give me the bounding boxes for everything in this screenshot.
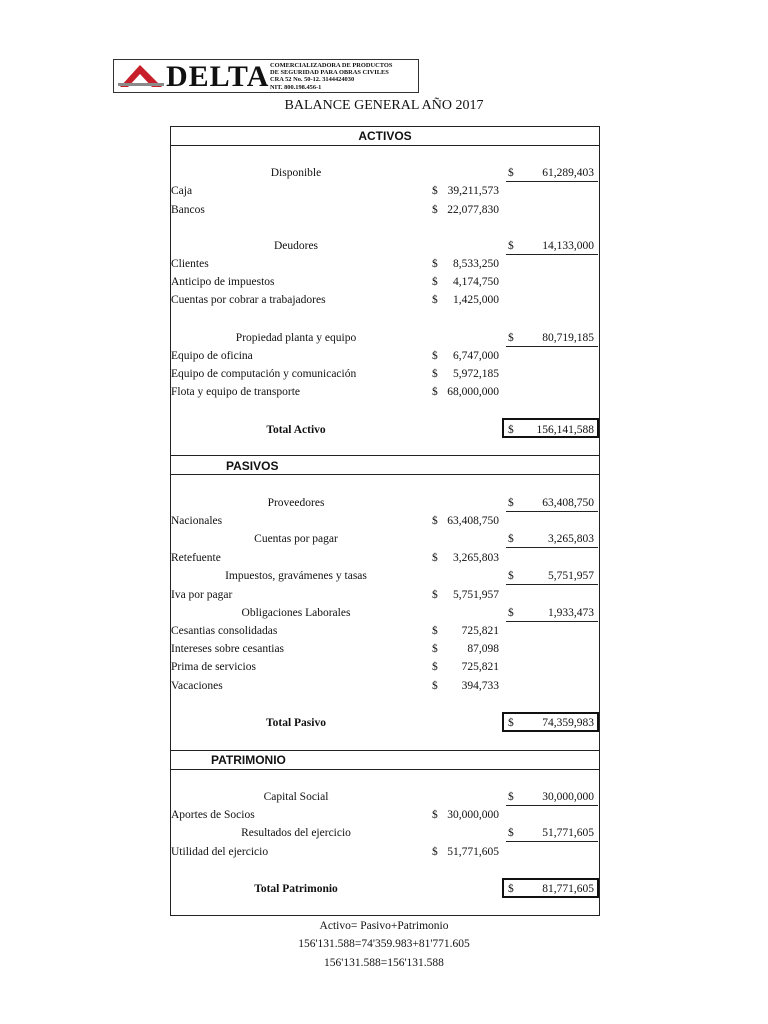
currency-symbol: $ [432,258,438,270]
currency-symbol: $ [432,276,438,288]
section-total-label: Total Patrimonio [254,883,338,895]
formula-line: 156'131.588=156'131.588 [324,957,444,969]
account-amount: 87,098 [467,643,499,655]
logo-company-info [270,62,392,91]
account-label: Equipo de computación y comunicación [171,368,357,380]
currency-symbol: $ [432,368,438,380]
currency-symbol: $ [432,204,438,216]
group-total-underline [506,621,598,622]
total-pasivo-box [502,712,599,732]
account-label: Nacionales [171,515,223,527]
patrimonio-header: PATRIMONIO [211,753,286,767]
account-label: Iva por pagar [171,589,233,601]
group-name: Obligaciones Laborales [241,607,351,619]
account-amount: 30,000,000 [447,809,499,821]
currency-symbol: $ [432,350,438,362]
logo-wordmark: DELTA [166,60,270,93]
currency-symbol: $ [432,661,438,673]
account-amount: 5,972,185 [453,368,499,380]
section-divider [170,750,600,751]
currency-symbol: $ [508,533,514,545]
currency-symbol: $ [508,883,514,895]
group-name: Proveedores [267,497,325,509]
section-divider [170,474,600,475]
group-name: Cuentas por pagar [254,533,338,545]
account-amount: 68,000,000 [447,386,499,398]
section-total-value: 81,771,605 [542,883,594,895]
total-activo-box [502,418,599,438]
section-total-value: 74,359,983 [542,717,594,729]
account-amount: 725,821 [461,625,499,637]
group-total-underline [506,346,598,347]
currency-symbol: $ [432,809,438,821]
pasivos-header: PASIVOS [226,459,279,473]
account-amount: 725,821 [461,661,499,673]
currency-symbol: $ [508,240,514,252]
section-total-value: 156,141,588 [536,424,594,436]
logo-line: NIT. 800.198.456-1 [270,83,322,91]
section-divider [170,455,600,456]
currency-symbol: $ [508,717,514,729]
account-label: Prima de servicios [171,661,256,673]
group-total: 80,719,185 [542,332,594,344]
group-name: Propiedad planta y equipo [235,332,357,344]
section-divider [170,769,600,770]
group-total: 30,000,000 [542,791,594,803]
currency-symbol: $ [432,386,438,398]
group-total: 14,133,000 [542,240,594,252]
account-label: Vacaciones [171,680,223,692]
currency-symbol: $ [508,167,514,179]
account-label: Cuentas por cobrar a trabajadores [171,294,326,306]
account-label: Aportes de Socios [171,809,255,821]
section-total-label: Total Pasivo [266,717,326,729]
currency-symbol: $ [432,589,438,601]
group-total: 61,289,403 [542,167,594,179]
section-divider [170,145,600,146]
currency-symbol: $ [432,552,438,564]
currency-symbol: $ [508,497,514,509]
account-label: Retefuente [171,552,221,564]
group-name: Deudores [273,240,319,252]
currency-symbol: $ [432,680,438,692]
account-amount: 51,771,605 [447,846,499,858]
group-total-underline [506,254,598,255]
currency-symbol: $ [432,643,438,655]
account-label: Utilidad del ejercicio [171,846,269,858]
formula-line: 156'131.588=74'359.983+81'771.605 [298,938,470,950]
currency-symbol: $ [432,846,438,858]
currency-symbol: $ [432,294,438,306]
account-label: Bancos [171,204,205,216]
account-label: Clientes [171,258,209,270]
account-label: Intereses sobre cesantias [171,643,285,655]
account-amount: 5,751,957 [453,589,499,601]
currency-symbol: $ [508,827,514,839]
document-title: BALANCE GENERAL AÑO 2017 [284,98,484,113]
account-amount: 63,408,750 [447,515,499,527]
account-amount: 22,077,830 [447,204,499,216]
account-amount: 1,425,000 [453,294,499,306]
group-total-underline [506,511,598,512]
currency-symbol: $ [432,515,438,527]
currency-symbol: $ [508,332,514,344]
account-amount: 4,174,750 [453,276,499,288]
total-patrimonio-box [502,878,599,898]
account-amount: 39,211,573 [447,185,499,197]
delta-triangle-icon [118,63,164,89]
group-name: Capital Social [263,791,329,803]
group-total-underline [506,841,598,842]
account-label: Flota y equipo de transporte [171,386,301,398]
section-total-label: Total Activo [266,424,326,436]
formula-line: Activo= Pasivo+Patrimonio [319,920,449,932]
logo-line: DE SEGURIDAD PARA OBRAS CIVILES [270,69,389,77]
currency-symbol: $ [508,791,514,803]
currency-symbol: $ [508,570,514,582]
group-name: Impuestos, gravámenes y tasas [225,570,367,582]
group-total: 51,771,605 [542,827,594,839]
group-total: 5,751,957 [548,570,594,582]
account-amount: 8,533,250 [453,258,499,270]
account-label: Anticipo de impuestos [171,276,275,288]
group-total-underline [506,181,598,182]
group-total: 63,408,750 [542,497,594,509]
group-total-underline [506,584,598,585]
group-total-underline [506,805,598,806]
group-total: 3,265,803 [548,533,594,545]
currency-symbol: $ [432,185,438,197]
group-total: 1,933,473 [548,607,594,619]
currency-symbol: $ [432,625,438,637]
currency-symbol: $ [508,607,514,619]
logo-line: COMERCIALIZADORA DE PRODUCTOS [270,62,393,69]
company-logo [113,59,419,93]
account-amount: 394,733 [461,680,499,692]
group-name: Resultados del ejercicio [241,827,351,839]
account-label: Equipo de oficina [171,350,253,362]
account-amount: 3,265,803 [453,552,499,564]
account-label: Cesantias consolidadas [171,625,278,637]
account-amount: 6,747,000 [453,350,499,362]
group-total-underline [506,547,598,548]
account-label: Caja [171,185,193,197]
currency-symbol: $ [508,424,514,436]
group-name: Disponible [270,167,322,179]
activos-header: ACTIVOS [358,129,412,143]
logo-line: CRA 52 No. 50-12. 3144424030 [270,76,355,84]
